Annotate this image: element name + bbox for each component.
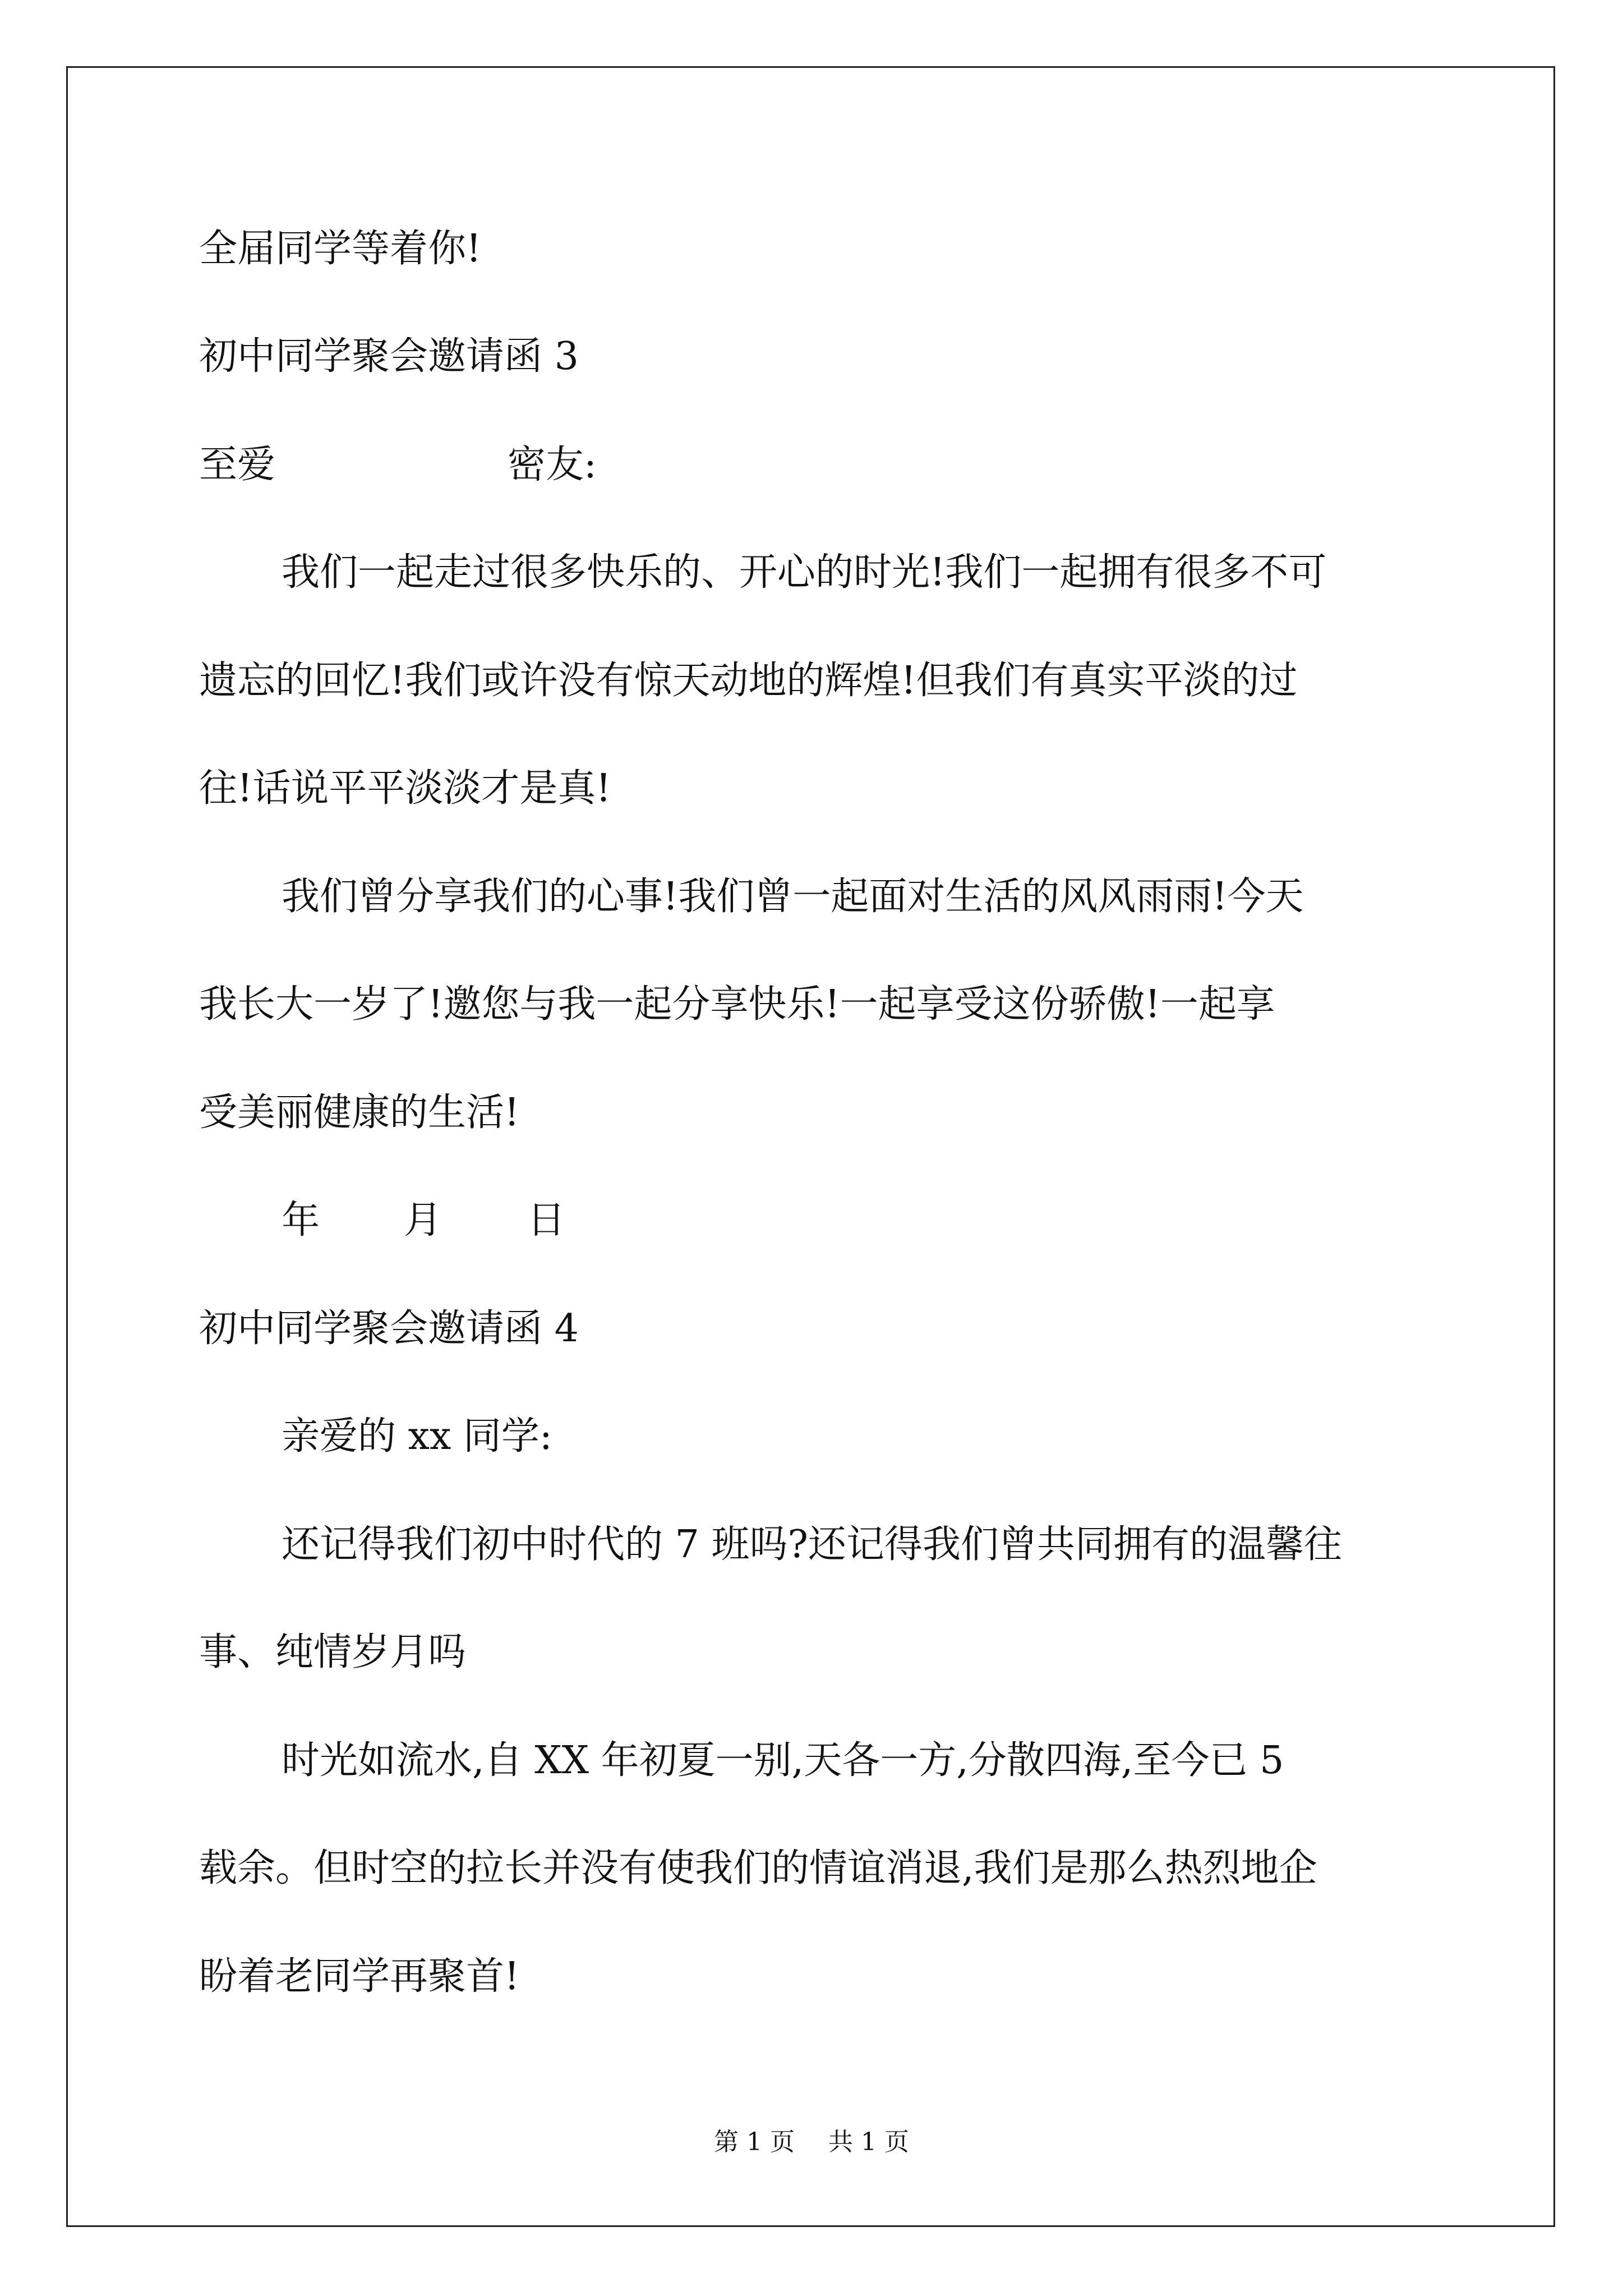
paragraph-line: 事、纯情岁月吗 <box>199 1630 467 1674</box>
paragraph-line: 遗忘的回忆!我们或许没有惊天动地的辉煌!但我们有真实平淡的过 <box>199 659 1298 703</box>
paragraph-line: 载余。但时空的拉长并没有使我们的情谊消退,我们是那么热烈地企 <box>199 1846 1317 1890</box>
paragraph-line: 受美丽健康的生活! <box>199 1091 520 1135</box>
date-day: 日 <box>527 1198 566 1243</box>
greeting-right: 密友: <box>508 443 597 487</box>
date-year: 年 <box>282 1198 320 1243</box>
paragraph-line: 我们一起走过很多快乐的、开心的时光!我们一起拥有很多不可 <box>282 550 1327 595</box>
paragraph-line: 我们曾分享我们的心事!我们曾一起面对生活的风风雨雨!今天 <box>282 875 1304 919</box>
paragraph-line: 时光如流水,自 XX 年初夏一别,天各一方,分散四海,至今已 5 <box>282 1738 1284 1783</box>
section-title-3: 初中同学聚会邀请函 3 <box>199 334 579 379</box>
date-month: 月 <box>404 1198 442 1243</box>
section-title-4: 初中同学聚会邀请函 4 <box>199 1306 579 1351</box>
paragraph-line: 还记得我们初中时代的 7 班吗?还记得我们曾共同拥有的温馨往 <box>282 1522 1342 1567</box>
paragraph-line: 我长大一岁了!邀您与我一起分享快乐!一起享受这份骄傲!一起享 <box>199 982 1275 1027</box>
page-border <box>66 66 1555 2227</box>
page-footer <box>0 2130 1623 2155</box>
greeting-left: 至爱 <box>199 443 276 487</box>
closing-line: 全届同学等着你! <box>199 227 482 271</box>
salutation: 亲爱的 xx 同学: <box>282 1414 552 1458</box>
page-total: 共 1 页 <box>828 2128 909 2156</box>
page-number: 第 1 页 <box>714 2128 795 2156</box>
paragraph-line: 盼着老同学再聚首! <box>199 1954 520 1999</box>
paragraph-line: 往!话说平平淡淡才是真! <box>199 766 611 811</box>
